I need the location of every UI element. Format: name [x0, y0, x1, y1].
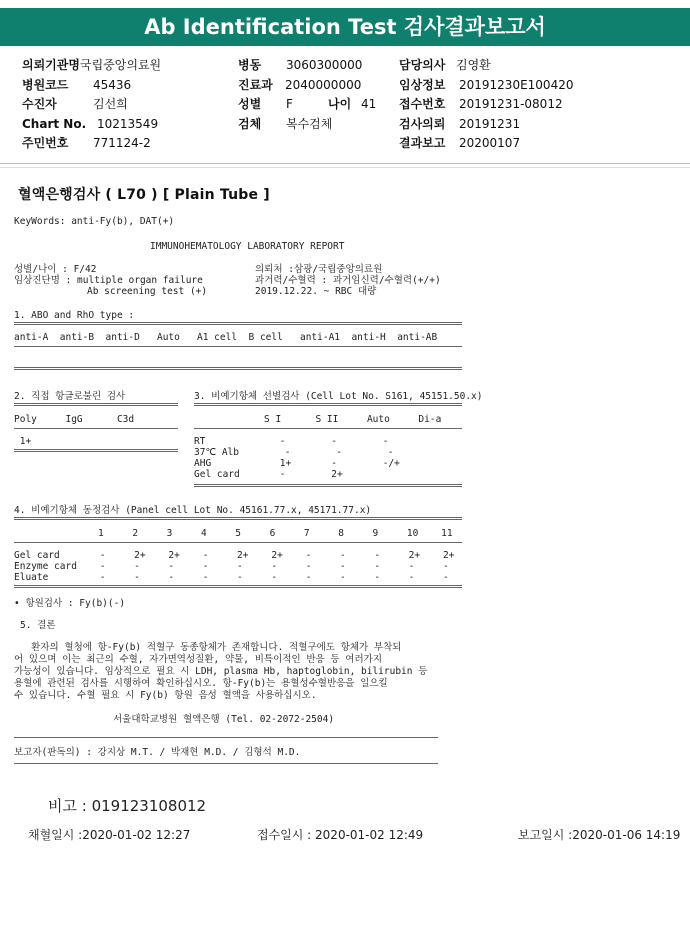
request-date-value: 20191231: [459, 117, 521, 131]
keywords: KeyWords: anti-Fy(b), DAT(+): [14, 216, 175, 227]
resident-no-label: 주민번호: [22, 136, 69, 150]
screening-row: Gel card - 2+: [194, 469, 343, 480]
reporter-rule-top: [14, 737, 438, 738]
resident-no-value: 771124-2: [93, 136, 151, 150]
panel-row: Gel card - 2+ 2+ - 2+ 2+ - - - 2+ 2+: [14, 550, 455, 561]
panel-title: 4. 비예기항체 동정검사 (Panel cell Lot No. 45161.77.x, 45171.77.x): [14, 505, 372, 516]
reporter: 보고자(판독의) : 강지상 M.T. / 박재현 M.D. / 김형석 M.D.: [14, 747, 301, 758]
panel-rule-top: [14, 517, 462, 520]
conclusion-line: 환자의 혈청에 항-Fy(b) 적혈구 동종항체가 존재합니다. 적혈구에도 항체가 부착되: [14, 642, 402, 653]
hospital-code-value: 45436: [93, 78, 132, 92]
clinical-info-label: 임상정보: [399, 78, 446, 92]
screening-header: S I S II Auto Di-a: [264, 414, 442, 425]
receipt-time: 접수일시 : 2020-01-02 12:49: [257, 828, 424, 842]
conclusion-line: 가능성이 있습니다. 임상적으로 필요 시 LDH, plasma Hb, haptoglobin, bilirubin 등: [14, 666, 428, 677]
ward-label: 병동: [238, 58, 262, 72]
reporter-rule-bottom: [14, 763, 438, 764]
ward-value: 3060300000: [286, 58, 363, 72]
patient-value: 김선희: [93, 97, 128, 111]
institution-value: 국립중앙의료원: [80, 58, 162, 72]
lab-report-title: IMMUNOHEMATOLOGY LABORATORY REPORT: [150, 241, 345, 252]
dat-rule-bottom: [14, 449, 178, 452]
hospital-code-label: 병원코드: [22, 78, 69, 92]
screening-row: RT - - -: [194, 436, 389, 447]
screening-rule-mid: [194, 428, 462, 429]
conclusion-line: 수 있습니다. 수혈 필요 시 Fy(b) 항원 음성 혈액을 사용하십시오.: [14, 690, 317, 701]
header-divider-2: [0, 167, 690, 168]
panel-header: 1 2 3 4 5 6 7 8 9 10 11: [98, 528, 453, 539]
receipt-no-value: 20191231-08012: [459, 97, 563, 111]
report-title: Ab Identification Test 검사결과보고서: [0, 8, 690, 46]
institution-label: 의뢰기관명: [22, 58, 80, 72]
conclusion-line: 어 있으며 이는 최근의 수혈, 자가면역성질환, 약물, 비특이적인 반응 등 여러가지: [14, 654, 383, 665]
doctor-label: 담당의사: [399, 58, 446, 72]
diagnosis-line-1: 임상진단명 : multiple organ failure: [14, 275, 203, 286]
chart-no-label: Chart No.: [22, 117, 87, 131]
hospital-contact: 서울대학교병원 혈액은행 (Tel. 02-2072-2504): [113, 714, 335, 725]
doctor-value: 김영환: [456, 58, 491, 72]
panel-row: Eluate - - - - - - - - - - -: [14, 572, 449, 583]
report-time: 보고일시 :2020-01-06 14:19: [518, 828, 681, 842]
header-row: [22, 58, 80, 72]
screening-rule-bottom: [194, 484, 462, 487]
request-date-label: 검사의뢰: [399, 117, 446, 131]
screening-row: 37℃ Alb - - -: [194, 447, 394, 458]
result-date-label: 결과보고: [399, 136, 446, 150]
header-divider: [0, 163, 690, 164]
abo-rule-bottom: [14, 367, 462, 370]
patient-label: 수진자: [22, 97, 57, 111]
department-label: 진료과: [238, 78, 273, 92]
remark: 비고 : 019123108012: [48, 797, 207, 815]
receipt-no-label: 접수번호: [399, 97, 446, 111]
result-date-value: 20200107: [459, 136, 521, 150]
dat-title: 2. 직접 항글로불린 검사: [14, 391, 126, 402]
history-line-2: 2019.12.22. ~ RBC 대량: [255, 286, 377, 297]
chart-no-value: 10213549: [97, 117, 159, 131]
section-title: 혈액은행검사 ( L70 ) [ Plain Tube ]: [18, 187, 270, 203]
screening-title: 3. 비예기항체 선별검사 (Cell Lot No. S161, 45151.50.x): [194, 391, 483, 402]
dat-value: 1+: [14, 436, 32, 447]
abo-title: 1. ABO and RhO type :: [14, 310, 135, 321]
requester: 의뢰처 :삼광/국립중앙의료원: [255, 264, 383, 275]
dat-header: Poly IgG C3d: [14, 414, 135, 425]
panel-rule-bottom: [14, 585, 462, 588]
sex-age: 성별/나이 : F/42: [14, 264, 97, 275]
abo-rule-mid: [14, 346, 462, 347]
age-label: 나이: [328, 97, 352, 111]
conclusion-title: 5. 결론: [20, 620, 56, 631]
specimen-value: 복수검체: [286, 117, 333, 131]
collection-time: 채혈일시 :2020-01-02 12:27: [28, 828, 191, 842]
conclusion-line: 용혈에 관련된 검사를 시행하여 확인하십시오. 항-Fy(b)는 용혈성수혈반응을 일으킬: [14, 678, 388, 689]
age-value: 41: [361, 97, 377, 111]
history-line-1: 과거력/수혈력 : 과거임신력/수혈력(+/+): [255, 275, 441, 286]
antigen-test: • 항원검사 : Fy(b)(-): [14, 598, 126, 609]
screening-rule-top: [194, 403, 462, 406]
dat-rule-mid: [14, 428, 178, 429]
dat-rule-top: [14, 403, 178, 406]
department-value: 2040000000: [285, 78, 362, 92]
diagnosis-line-2: Ab screening test (+): [87, 286, 208, 297]
sex-label: 성별: [238, 97, 262, 111]
sex-value: F: [286, 97, 293, 111]
clinical-info-value: 20191230E100420: [459, 78, 574, 92]
abo-header: anti-A anti-B anti-D Auto A1 cell B cell anti-A1 anti-H anti-AB: [14, 332, 438, 343]
panel-rule-mid: [14, 542, 462, 543]
panel-row: Enzyme card - - - - - - - - - - -: [14, 561, 449, 572]
specimen-label: 검체: [238, 117, 262, 131]
abo-rule-top: [14, 322, 462, 325]
screening-row: AHG 1+ - -/+: [194, 458, 400, 469]
